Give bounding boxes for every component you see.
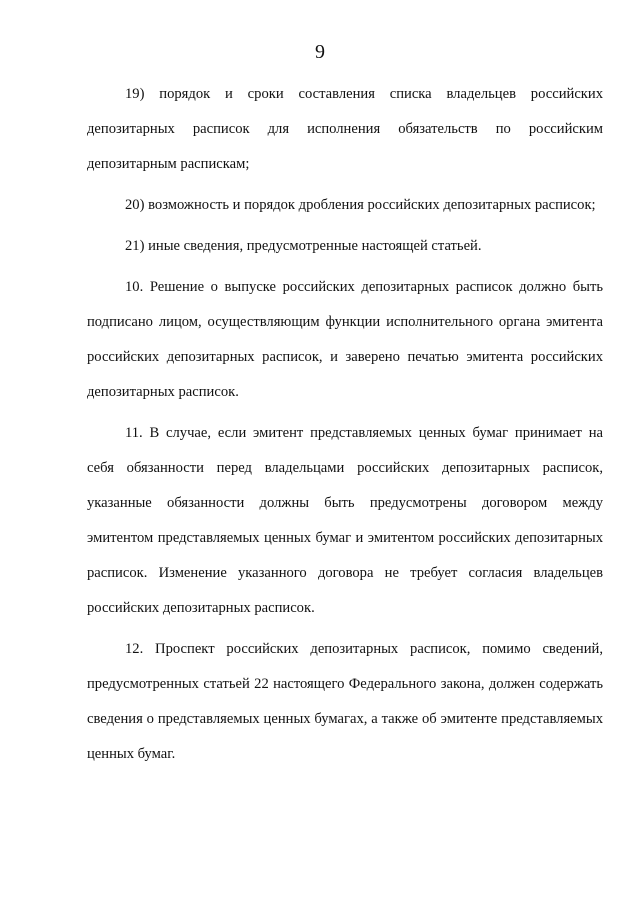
- paragraph-part-11: 11. В случае, если эмитент представляемых ценных бумаг принимает на себя обязанности перед владельцами российских депозитарных расписок, указанные обязанности должны быть предусмотрены договором между эмитентом представляемых ценных бумаг и эмитентом российских депозитарных расписок. Изменение указанного договора не требует согласия владельцев российских депозитарных расписок.: [87, 425, 603, 616]
- paragraph-item-21: 21) иные сведения, предусмотренные настоящей статьей.: [125, 238, 482, 254]
- page-number: 9: [315, 41, 325, 63]
- paragraph-part-12: 12. Проспект российских депозитарных расписок, помимо сведений, предусмотренных статьей 22 настоящего Федерального закона, должен содержать сведения о представляемых ценных бумагах, а также об эмитенте представляемых ценных бумаг.: [87, 641, 603, 762]
- paragraph-item-19: 19) порядок и сроки составления списка владельцев российских депозитарных расписок для исполнения обязательств по российским депозитарным распискам;: [87, 86, 603, 172]
- paragraph-item-20: 20) возможность и порядок дробления российских депозитарных расписок;: [125, 197, 596, 213]
- paragraph-part-10: 10. Решение о выпуске российских депозитарных расписок должно быть подписано лицом, осуществляющим функции исполнительного органа эмитента российских депозитарных расписок, и заверено печатью эмитента российских депозитарных расписок.: [87, 279, 603, 400]
- document-body: [87, 77, 603, 772]
